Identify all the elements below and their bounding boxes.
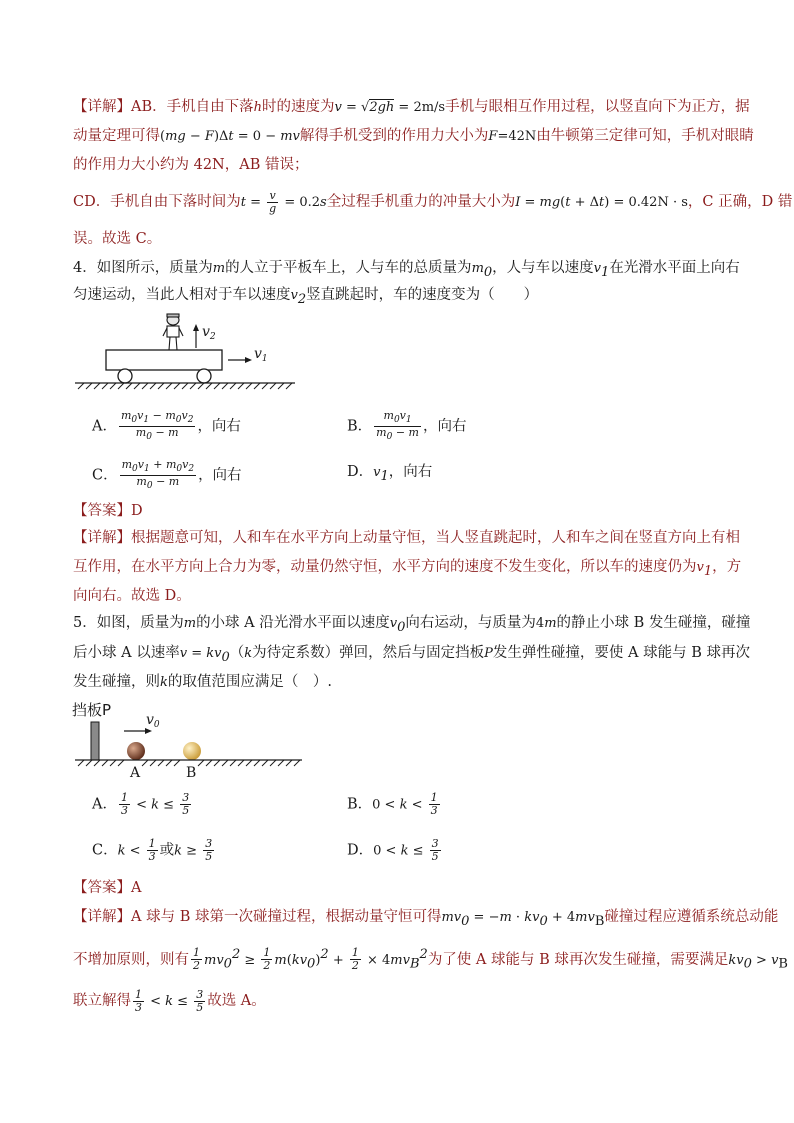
q4-answer: 【答案】D: [73, 503, 143, 519]
q5-explanation-line3: 联立解得 $\frac{1}{3}$ < k ≤ $\frac{3}{5}$ 故选 A。: [73, 987, 266, 1014]
ball-a: [127, 742, 145, 760]
q4-explanation-line2: 互作用，在水平方向上合力为零，动量仍然守恒，水平方向的速度不发生变化，所以车的速度仍为$v_1$，方: [73, 559, 742, 579]
ball-b-label: B: [186, 765, 197, 780]
board-p: [91, 722, 99, 760]
cart-wheel-right: [197, 369, 211, 383]
q4-explanation-line3: 向向右。故选 D。: [73, 588, 191, 604]
q3-explanation-line1: 【详解】AB．手机自由下落h时的速度为v = √2gh = 2m/s手机与眼相互作用过程，以竖直向下为正方，据: [73, 99, 750, 115]
q4-option-a: A． $\frac{m_0v_1 - m_0v_2}{m_0 - m}$ ，向右: [92, 409, 241, 443]
board-p-label: 挡板P: [72, 701, 112, 719]
q4-cart-figure: [70, 310, 310, 400]
ball-a-label: A: [130, 765, 141, 780]
cart-wheel-left: [118, 369, 132, 383]
q5-collision-figure: [70, 698, 310, 780]
q3-explanation-line5: 误。故选 C。: [73, 231, 162, 247]
cart-body: [106, 350, 222, 370]
q4-option-b: B． $\frac{m_0v_1}{m_0 - m}$ ，向右: [347, 409, 467, 443]
q5-option-b: B．0 < k < $\frac{1}{3}$: [347, 791, 438, 817]
v0-label: $v_0$: [146, 712, 160, 730]
q5-option-a: A． $\frac{1}{3}$ < k ≤ $\frac{3}{5}$: [92, 791, 190, 817]
q3-explanation-line2: 动量定理可得(mg − F)Δt = 0 − mv解得手机受到的作用力大小为F=42N由牛顿第三定律可知，手机对眼睛: [73, 128, 754, 144]
q3-explanation-line4: CD．手机自由下落时间为t = $\frac{v}{g}$ = 0.2s全过程手机重力的冲量大小为I = mg(t + Δt) = 0.42N · s，C 正确，D 错: [73, 188, 793, 215]
q4-stem-line2: 匀速运动，当此人相对于车以速度$v_2$竖直跳起时，车的速度变为（ ）: [73, 287, 539, 307]
q5-option-d: D．0 < k ≤ $\frac{3}{5}$: [347, 837, 439, 863]
ball-b: [183, 742, 201, 760]
q4-option-d: D．$v_1$，向右: [347, 464, 433, 484]
explanation-tag: 【详解】: [73, 99, 131, 115]
v2-label: $v_2$: [202, 324, 216, 342]
q4-stem-line1: 4．如图所示，质量为m的人立于平板车上，人与车的总质量为$m_0$，人与车以速度$v_1$在光滑水平面上向右: [73, 260, 740, 280]
q5-stem-line1: 5．如图，质量为m的小球 A 沿光滑水平面以速度$v_0$向右运动，与质量为4m的静止小球 B 发生碰撞，碰撞: [73, 615, 751, 635]
q5-option-c: C．k < $\frac{1}{3}$ 或k ≥ $\frac{3}{5}$: [92, 837, 213, 863]
v1-label: $v_1$: [254, 346, 268, 364]
q5-explanation-line1: 【详解】A 球与 B 球第一次碰撞过程，根据动量守恒可得$mv_0 = -m \cdot kv_0 + 4mv_B$碰撞过程应遵循系统总动能: [73, 909, 779, 929]
q5-stem-line3: 发生碰撞，则k的取值范围应满足（ ）.: [73, 674, 332, 690]
q5-stem-line2: 后小球 A 以速率$v = kv_0(k$为待定系数）弹回，然后与固定挡板P发生弹性碰撞，要使 A 球能与 B 球再次: [73, 645, 750, 665]
q5-explanation-line2: 不增加原则，则有 $\frac{1}{2}$ $mv_0^2$ ≥ $\frac{1}{2}$ $m(kv_0)^2$ + $\frac{1}{2}$ × $4mv_B^2$为了使 A 球能与 B 球再次发生碰撞，需要满足$kv_0 > v_B$: [73, 946, 788, 973]
q4-explanation-line1: 【详解】根据题意可知，人和车在水平方向上动量守恒，当人竖直跳起时，人和车之间在竖直方向上有相: [73, 530, 740, 546]
q5-answer: 【答案】A: [73, 880, 142, 896]
q3-explanation-line3: 的作用力大小约为 42N，AB 错误；: [73, 157, 309, 173]
person-figure: [163, 314, 183, 350]
q4-option-c: C． $\frac{m_0v_1 + m_0v_2}{m_0 - m}$ ，向右: [92, 458, 242, 492]
